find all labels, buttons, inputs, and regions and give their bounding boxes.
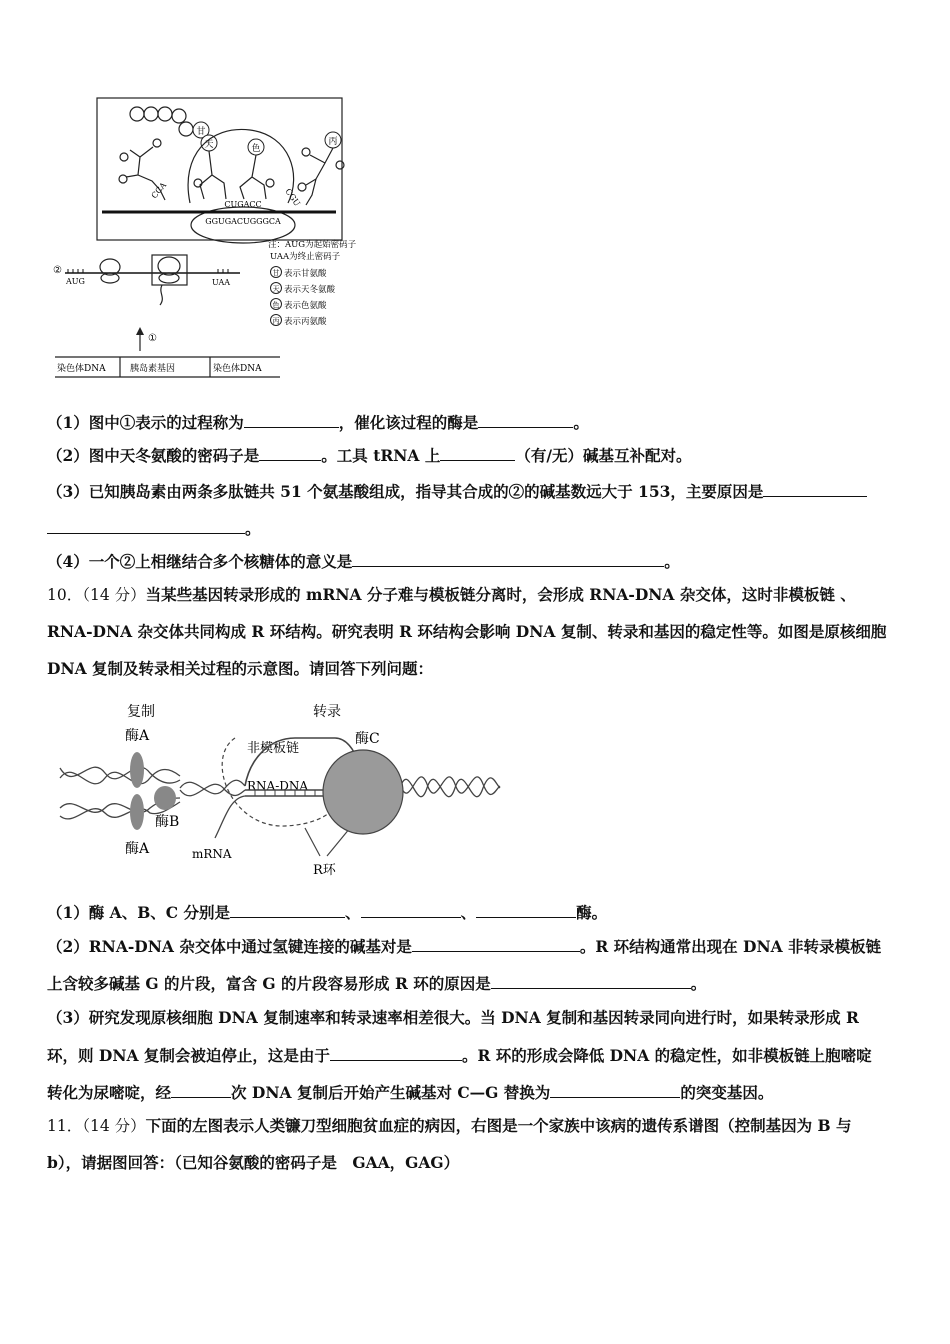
- answer-blank[interactable]: [47, 516, 245, 534]
- answer-blank[interactable]: [361, 900, 461, 918]
- q10-part3b: 环，则 DNA 复制会被迫停止，这是由于 。R 环的形成会降低 DNA 的稳定性，如非模板链上胞嘧啶: [47, 1043, 910, 1067]
- note-legend: [271, 267, 336, 328]
- anticodon-left: CCA: [149, 180, 169, 201]
- answer-blank[interactable]: [330, 1043, 462, 1061]
- q10-part2a: （2）RNA-DNA 杂交体中通过氢键连接的碱基对是 。R 环结构通常出现在 DNA 非转录模板链: [47, 934, 910, 958]
- answer-blank[interactable]: [491, 971, 691, 989]
- amino-acid-chain: [130, 107, 193, 136]
- dna-bar-right: 染色体DNA: [213, 364, 262, 374]
- answer-blank[interactable]: [440, 443, 515, 461]
- q10-part2b: 上含较多碱基 G 的片段，富含 G 的片段容易形成 R 环的原因是 。: [47, 971, 910, 995]
- q9-part2: （2）图中天冬氨酸的密码子是 。工具 tRNA 上 （有/无）碱基互补配对。: [47, 443, 910, 467]
- mrna-sequence: GGUGACUGGGCA: [205, 217, 281, 226]
- enzyme-b-icon: [154, 786, 176, 810]
- ribosome-small-icon: [100, 259, 120, 283]
- arrow-head-icon: [136, 327, 144, 335]
- mrna-tail: [215, 796, 245, 838]
- answer-blank[interactable]: [763, 479, 867, 497]
- transcribe-label: 转录: [313, 704, 341, 720]
- answer-blank[interactable]: [478, 410, 573, 428]
- svg-text:色: 色: [251, 144, 261, 154]
- enzyme-c-icon: [323, 750, 403, 834]
- svg-text:表示天冬氨酸: 表示天冬氨酸: [284, 285, 336, 295]
- trna-right-icon: [298, 148, 344, 205]
- answer-blank[interactable]: [550, 1080, 680, 1098]
- rloop-label: R环: [313, 863, 336, 878]
- q10-part3c: 转化为尿嘧啶，经 次 DNA 复制后开始产生碱基对 C—G 替换为 的突变基因。: [47, 1080, 910, 1104]
- answer-blank[interactable]: [171, 1080, 231, 1098]
- svg-text:天: 天: [272, 285, 280, 293]
- enzyme-a2-icon: [130, 794, 144, 830]
- amino-acid-trp-icon: [248, 139, 264, 155]
- stop-codon: UAA: [212, 278, 231, 287]
- q9-part4: （4）一个②上相继结合多个核糖体的意义是 。: [47, 549, 910, 573]
- note-stop-codon: UAA为终止密码子: [270, 252, 341, 262]
- amino-acid-ala-icon: [325, 132, 341, 148]
- svg-text:天: 天: [204, 140, 214, 150]
- ribosome-boxed-icon: [158, 257, 180, 305]
- q11-line1: 11．（14 分）下面的左图表示人类镰刀型细胞贫血症的病因，右图是一个家族中该病的遗传系谱图（控制基因为 B 与: [47, 1116, 852, 1135]
- svg-text:甘: 甘: [196, 127, 206, 137]
- anticodon-right: CGU: [283, 186, 302, 208]
- answer-blank[interactable]: [476, 900, 576, 918]
- q10-part3a: （3）研究发现原核细胞 DNA 复制速率和转录速率相差很大。当 DNA 复制和基因转录同向进行时，如果转录形成 R: [47, 1008, 859, 1027]
- answer-blank[interactable]: [230, 900, 345, 918]
- enzyme-a-label: 酶A: [125, 728, 150, 744]
- answer-blank[interactable]: [412, 934, 580, 952]
- q10-intro-1: 10．（14 分）当某些基因转录形成的 mRNA 分子难与模板链分离时，会形成 RNA-DNA 杂交体，这时非模板链 、: [47, 585, 856, 604]
- marker-2: ②: [53, 265, 62, 276]
- copy-label: 复制: [127, 704, 155, 720]
- q9-part3: （3）已知胰岛素由两条多肽链共 51 个氨基酸组成，指导其合成的②的碱基数远大于 153，主要原因是: [47, 479, 910, 503]
- q9-part1: （1）图中①表示的过程称为 ，催化该过程的酶是 。: [47, 410, 910, 434]
- rloop-figure: [55, 698, 505, 888]
- q10-part1: （1）酶 A、B、C 分别是 、 、 酶。: [47, 900, 910, 924]
- hybrid-label: RNA-DNA: [247, 779, 309, 793]
- marker-1: ①: [148, 333, 157, 344]
- trna-middle-icons: [194, 151, 274, 199]
- enzyme-a-icon: [130, 752, 144, 788]
- ribosome-box: [152, 255, 187, 285]
- note-title: 注：AUG为起始密码子: [268, 240, 357, 250]
- answer-blank[interactable]: [244, 410, 339, 428]
- q10-intro-2: RNA-DNA 杂交体共同构成 R 环结构。研究表明 R 环结构会影响 DNA 复制、转录和基因的稳定性等。如图是原核细胞: [47, 622, 887, 641]
- answer-blank[interactable]: [259, 443, 321, 461]
- svg-text:表示色氨酸: 表示色氨酸: [284, 301, 327, 311]
- svg-text:色: 色: [272, 301, 280, 309]
- q9-part3-cont: 。: [47, 516, 910, 540]
- q10-intro-3: DNA 复制及转录相关过程的示意图。请回答下列问题：: [47, 659, 434, 678]
- svg-text:甘: 甘: [272, 269, 280, 277]
- mrna-label: mRNA: [192, 847, 232, 861]
- dna-bar-gene: 胰岛素基因: [130, 364, 176, 374]
- svg-text:表示丙氨酸: 表示丙氨酸: [284, 317, 327, 327]
- rloop-pointers: [305, 828, 350, 856]
- enzyme-a2-label: 酶A: [125, 841, 150, 857]
- q11-line2: b），请据图回答：（已知谷氨酸的密码子是 GAA，GAG）: [47, 1153, 460, 1172]
- nontemplate-label: 非模板链: [247, 741, 300, 756]
- svg-text:表示甘氨酸: 表示甘氨酸: [284, 269, 327, 279]
- enzyme-c-label: 酶C: [355, 731, 380, 747]
- amino-acid-asp-icon: [201, 135, 217, 151]
- start-codon: AUG: [66, 277, 85, 286]
- enzyme-b-label: 酶B: [155, 814, 180, 830]
- answer-blank[interactable]: [352, 549, 664, 567]
- translation-figure: [40, 95, 380, 385]
- svg-text:丙: 丙: [272, 317, 280, 325]
- svg-text:丙: 丙: [328, 137, 338, 147]
- anticodon-middle: CUGACC: [224, 200, 262, 209]
- dna-bar-left: 染色体DNA: [57, 364, 106, 374]
- dna-strands: [60, 767, 500, 819]
